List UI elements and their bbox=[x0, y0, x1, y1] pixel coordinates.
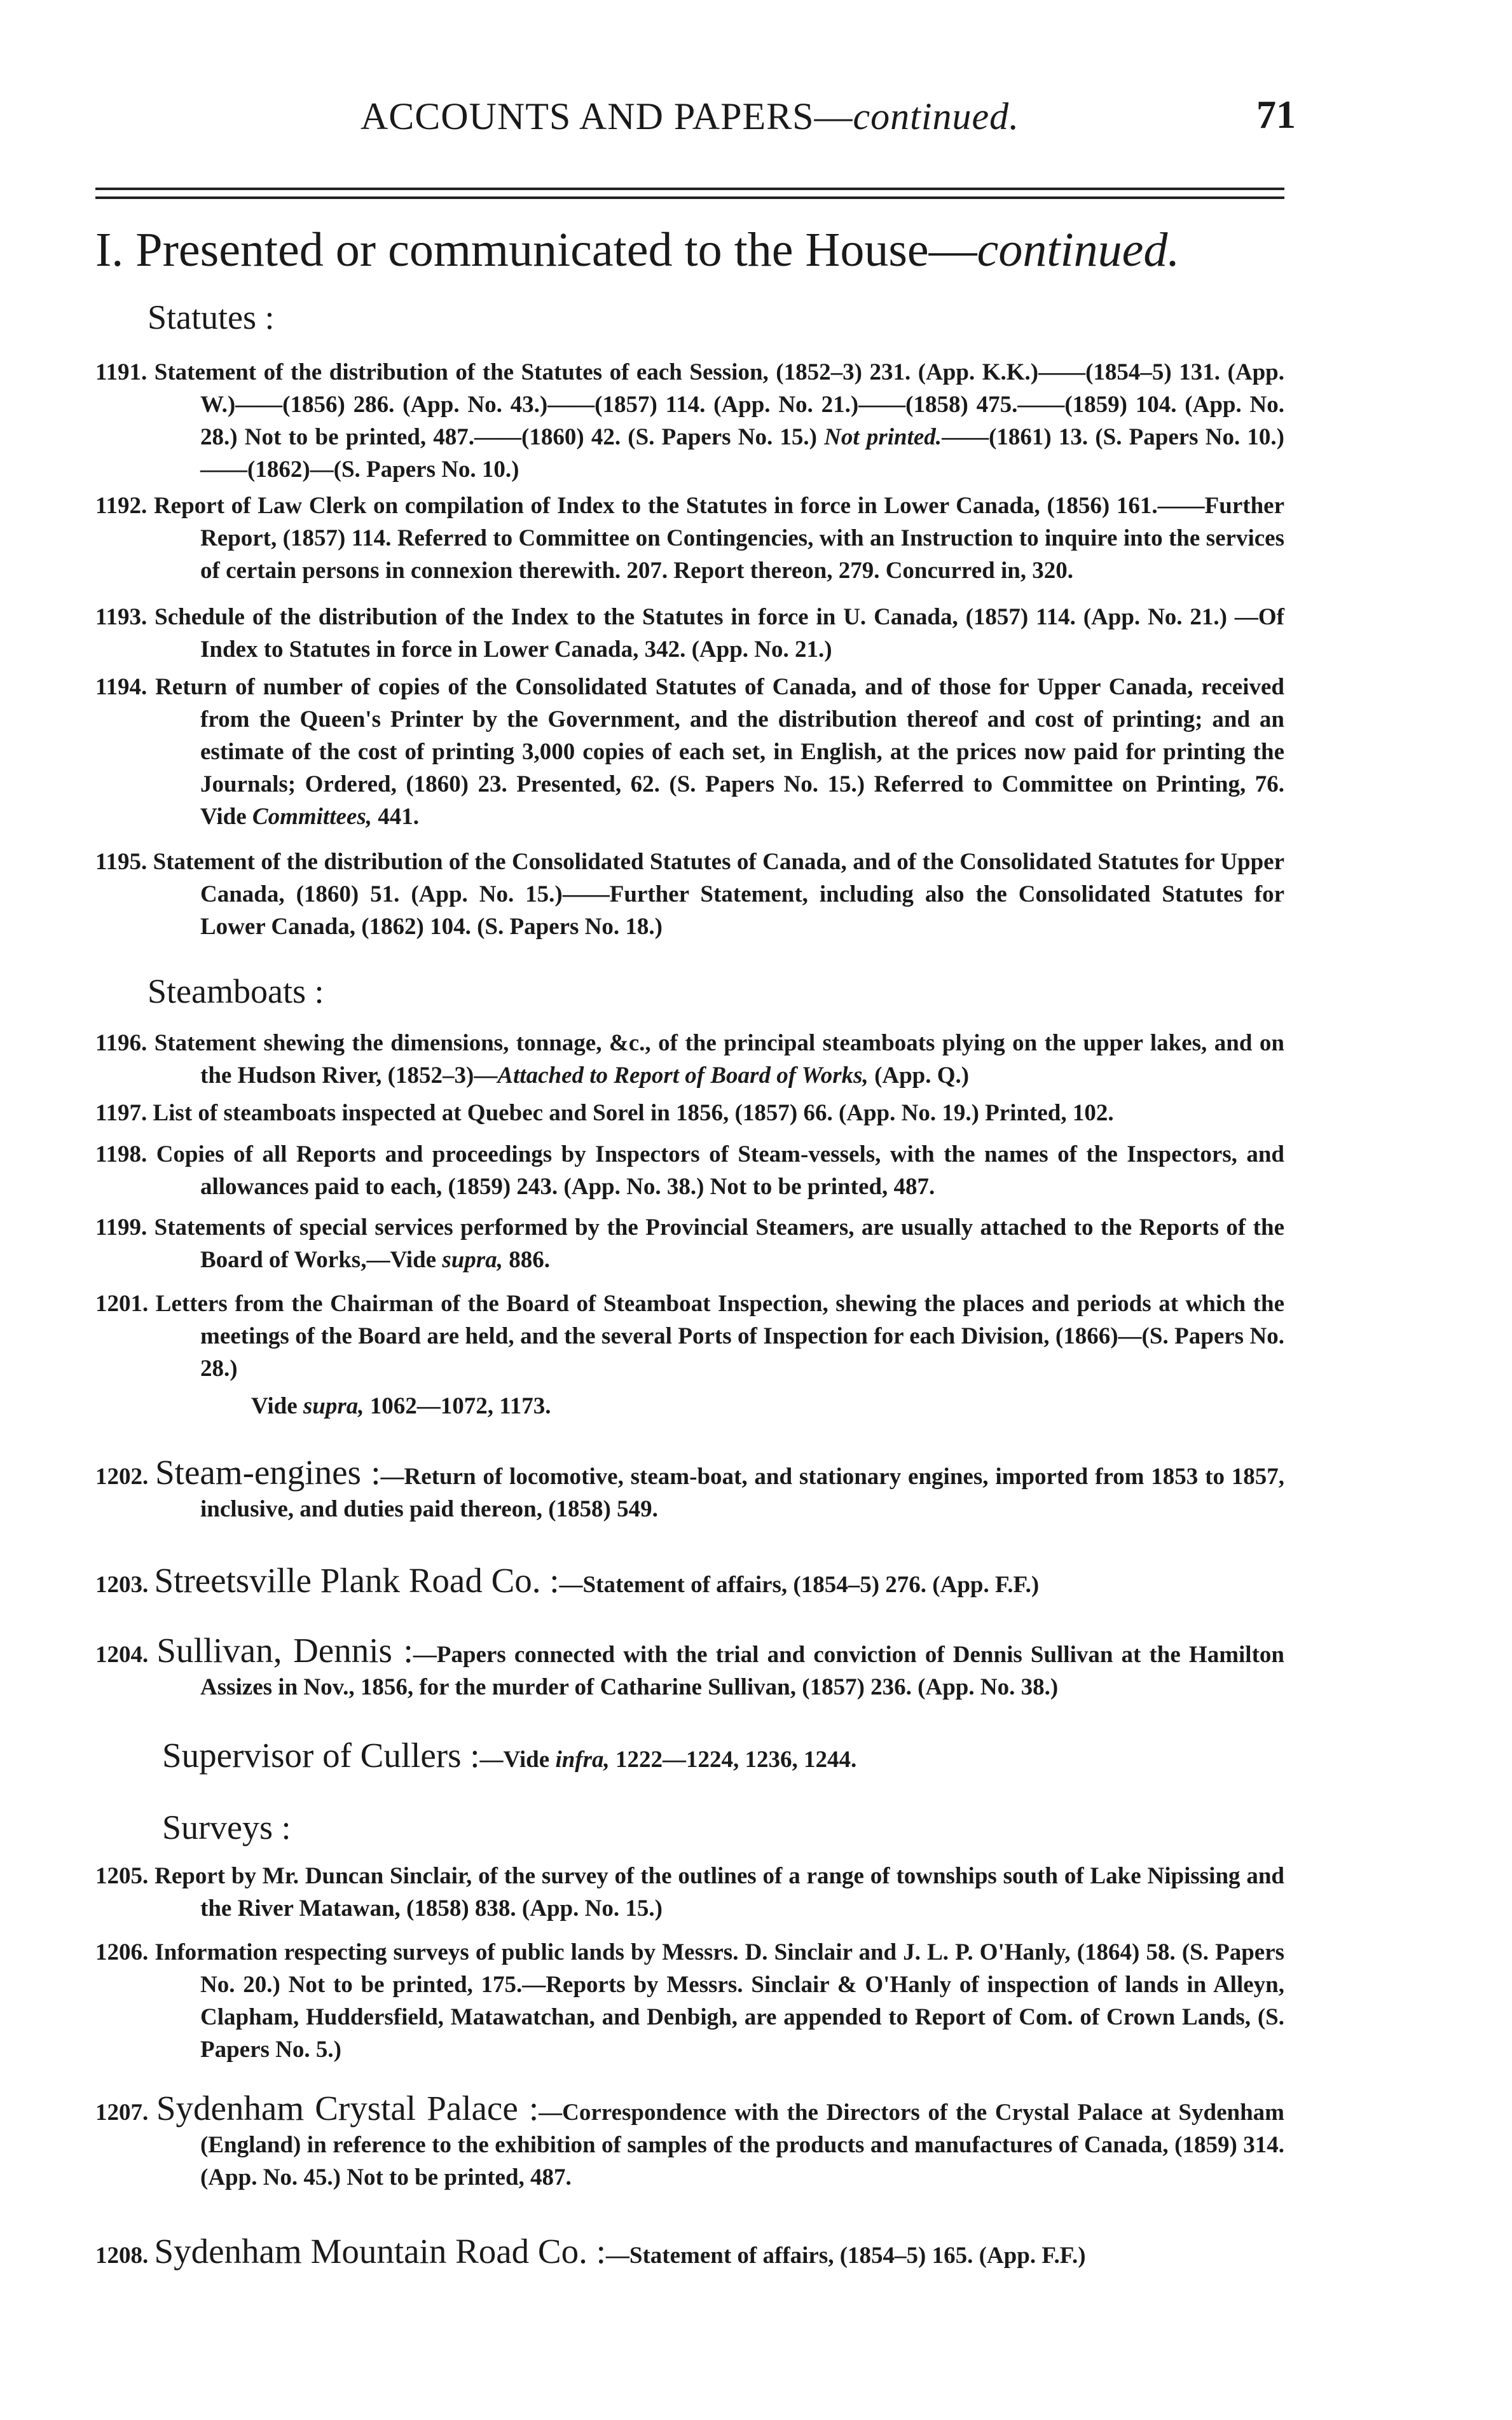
entry-1201 bbox=[95, 1288, 1284, 1385]
entry-1204 bbox=[95, 1631, 1284, 1703]
entry-text: Information respecting surveys of public lands by Messrs. D. Sinclair and J. L. P. O'Hanly, (1864) 58. (S. Papers No. 20.) Not to be printed, 175.—Reports by Messrs. Sinclair & O'Hanly of inspection of lands in Alleyn, Clapham, Huddersfield, Matawatchan, and Denbigh, are appended to Report of Com. of Crown Lands, (S. Papers No. 5.) bbox=[155, 1939, 1285, 2063]
entry-number: 1192. bbox=[95, 493, 148, 519]
entry-text: Report of Law Clerk on compilation of Index to the Statutes in force in Lower Canada, (1856) 161.——Further Report, (1857) 114. Referred to Committee on Contingencies, with an Instruction to inquire into the services of certain persons in connexion therewith. 207. Report thereon, 279. Concurred in, 320. bbox=[153, 493, 1285, 584]
vide-prefix: Vide bbox=[251, 1393, 298, 1419]
entry-text: Statement shewing the dimensions, tonnage, &c., of the principal steamboats plying on the upper lakes, and on the Hudson River, (1852–3)— bbox=[154, 1030, 1284, 1089]
subheading-statutes: Statutes : bbox=[148, 298, 275, 336]
header-rule-bottom bbox=[95, 196, 1284, 199]
entry-text: Copies of all Reports and proceedings by Inspectors of Steam-vessels, with the names of the Inspectors, and allowances paid to each, (1859) 243. (App. No. 38.) Not to be printed, 487. bbox=[156, 1141, 1285, 1200]
entry-italic: Not printed. bbox=[824, 424, 942, 450]
entry-text: —Correspondence with the Directors of the Crystal Palace at Sydenham (England) in reference to the exhibition of samples of the products and manufactures of Canada, (1859) 314. (App. No. 45.) Not to be printed, 487. bbox=[200, 2100, 1284, 2190]
entry-1195 bbox=[95, 846, 1284, 943]
section-heading bbox=[95, 224, 1179, 277]
entry-number: 1197. bbox=[95, 1100, 148, 1126]
subheading-surveys: Surveys : bbox=[162, 1808, 291, 1846]
entry-number: 1201. bbox=[95, 1291, 149, 1317]
supervisor-tail: 1222—1224, 1236, 1244. bbox=[615, 1747, 857, 1773]
entry-heading: Sydenham Mountain Road Co. : bbox=[154, 2232, 606, 2271]
entry-heading: Sydenham Crystal Palace : bbox=[156, 2089, 539, 2128]
section-heading-text: I. Presented or communicated to the House— bbox=[95, 223, 977, 277]
entry-1205 bbox=[95, 1860, 1284, 1925]
entry-text: List of steamboats inspected at Quebec and Sorel in 1856, (1857) 66. (App. No. 19.) Printed, 102. bbox=[153, 1100, 1114, 1126]
entry-italic: Attached to Report of Board of Works, bbox=[497, 1062, 869, 1089]
entry-1203 bbox=[95, 1561, 1284, 1601]
entry-1191 bbox=[95, 356, 1284, 486]
entry-text: Statement of the distribution of the Consolidated Statutes of Canada, and of the Consolidated Statutes for Upper Canada, (1860) 51. (App. No. 15.)——Further Statement, including also the Consolidated Statutes for Lower Canada, (1862) 104. (S. Papers No. 18.) bbox=[153, 849, 1284, 940]
section-heading-italic: continued. bbox=[977, 223, 1180, 277]
entry-italic: Committees, bbox=[252, 804, 372, 830]
entry-tail: (App. Q.) bbox=[874, 1062, 970, 1089]
entry-number: 1198. bbox=[95, 1141, 148, 1167]
entry-text: —Return of locomotive, steam-boat, and stationary engines, imported from 1853 to 1857, inclusive, and duties paid thereon, (1858) 549. bbox=[200, 1464, 1285, 1522]
entry-text: Schedule of the distribution of the Index to the Statutes in force in U. Canada, (1857) 114. (App. No. 21.) —Of Index to Statutes in force in Lower Canada, 342. (App. No. 21.) bbox=[155, 604, 1284, 663]
entry-1208 bbox=[95, 2232, 1284, 2272]
entry-number: 1202. bbox=[95, 1464, 149, 1490]
entry-number: 1195. bbox=[95, 849, 148, 875]
entry-number: 1208. bbox=[95, 2243, 149, 2269]
vide-reference bbox=[251, 1392, 551, 1420]
entry-text: —Statement of affairs, (1854–5) 276. (App. F.F.) bbox=[559, 1572, 1040, 1598]
entry-1197 bbox=[95, 1097, 1284, 1129]
entry-tail: 886. bbox=[509, 1247, 550, 1273]
entry-number: 1199. bbox=[95, 1214, 148, 1241]
entry-tail: ——(1861) 13. (S. Papers No. 10.)——(1862)—(S. Papers No. 10.) bbox=[200, 424, 1284, 483]
entry-number: 1205. bbox=[95, 1863, 149, 1889]
entry-number: 1191. bbox=[95, 359, 148, 385]
entry-text: Return of number of copies of the Consolidated Statutes of Canada, and of those for Upper Canada, received from the Queen's Printer by the Government, and the distribution thereof and cost of printing; and an estimate of the cost of printing 3,000 copies of each set, in English, at the prices now paid for printing the Journals; Ordered, (1860) 23. Presented, 62. (S. Papers No. 15.) Referred to Committee on Printing, 76. Vide bbox=[155, 674, 1285, 830]
running-head-title: ACCOUNTS AND PAPERS— bbox=[360, 95, 853, 137]
entry-heading: Sullivan, Dennis : bbox=[156, 1631, 413, 1670]
entry-heading: Streetsville Plank Road Co. : bbox=[154, 1561, 560, 1600]
entry-1199 bbox=[95, 1211, 1284, 1276]
entry-1206 bbox=[95, 1936, 1284, 2066]
vide-italic: supra, bbox=[303, 1393, 364, 1419]
entry-number: 1196. bbox=[95, 1030, 148, 1056]
supervisor-prefix: —Vide bbox=[479, 1747, 550, 1773]
entry-number: 1193. bbox=[95, 604, 148, 630]
entry-text: Statements of special services performed by the Provincial Steamers, are usually attached to the Reports of the Board of Works,—Vide bbox=[154, 1214, 1285, 1273]
entry-text: —Papers connected with the trial and conviction of Dennis Sullivan at the Hamilton Assizes in Nov., 1856, for the murder of Catharine Sullivan, (1857) 236. (App. No. 38.) bbox=[200, 1642, 1284, 1700]
entry-1202 bbox=[95, 1453, 1285, 1525]
entry-text: Letters from the Chairman of the Board of Steamboat Inspection, shewing the places and periods at which the meetings of the Board are held, and the several Ports of Inspection for each Division, (1866)—(S. Papers No. 28.) bbox=[155, 1291, 1285, 1382]
running-head-italic: continued. bbox=[853, 95, 1020, 137]
entry-text: —Statement of affairs, (1854–5) 165. (App. F.F.) bbox=[605, 2243, 1086, 2269]
entry-1207 bbox=[95, 2089, 1284, 2194]
entry-italic: supra, bbox=[442, 1247, 503, 1273]
entry-tail: 441. bbox=[378, 804, 419, 830]
entry-1193 bbox=[95, 601, 1284, 666]
entry-number: 1194. bbox=[95, 674, 148, 700]
entry-1192 bbox=[95, 490, 1284, 587]
entry-text: Report by Mr. Duncan Sinclair, of the survey of the outlines of a range of townships south of Lake Nipissing and the River Matawan, (1858) 838. (App. No. 15.) bbox=[155, 1863, 1285, 1922]
entry-number: 1203. bbox=[95, 1572, 149, 1598]
entry-1194 bbox=[95, 671, 1284, 833]
running-head bbox=[95, 95, 1284, 137]
entry-1198 bbox=[95, 1138, 1284, 1203]
header-rule-top bbox=[95, 188, 1284, 190]
supervisor-heading: Supervisor of Cullers : bbox=[162, 1736, 480, 1775]
entry-number: 1206. bbox=[95, 1939, 149, 1965]
supervisor-italic: infra, bbox=[555, 1747, 610, 1773]
entry-text: Statement of the distribution of the Statutes of each Session, (1852–3) 231. (App. K.K.)——(1854–5) 131. (App. W.)——(1856) 286. (App. No. 43.)——(1857) 114. (App. No. 21.)——(1858) 475.——(1859) 104. (App. No. 28.) Not to be printed, 487.——(1860) 42. (S. Papers No. 15.) bbox=[154, 359, 1284, 450]
subheading-steamboats: Steamboats : bbox=[148, 972, 324, 1010]
entry-number: 1207. bbox=[95, 2100, 149, 2126]
page-number: 71 bbox=[1256, 93, 1296, 137]
entry-heading: Steam-engines : bbox=[155, 1453, 381, 1492]
vide-tail: 1062—1072, 1173. bbox=[369, 1393, 551, 1419]
entry-1196 bbox=[95, 1027, 1284, 1092]
supervisor-of-cullers bbox=[162, 1736, 1281, 1776]
entry-number: 1204. bbox=[95, 1642, 149, 1668]
